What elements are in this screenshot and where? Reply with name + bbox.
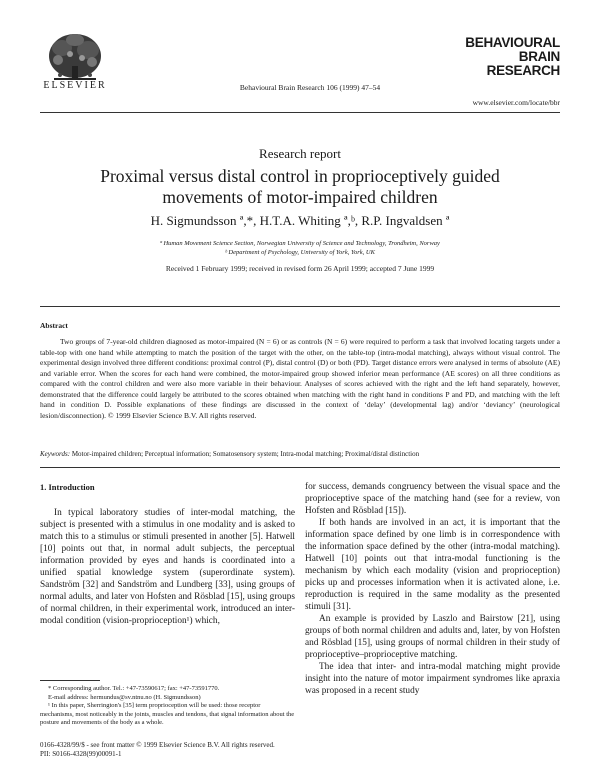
journal-brand-line: BRAIN	[518, 49, 560, 64]
body-paragraph: An example is provided by Laszlo and Bairstow [21], using groups of both normal children and adults and, later, by von Hofsten and Rösblad [15], using groups of normal children in their study of proprioceptive–proprioceptive matching.	[305, 614, 560, 660]
abstract-heading: Abstract	[40, 321, 68, 330]
journal-url-link[interactable]: www.elsevier.com/locate/bbr	[472, 98, 560, 107]
footnote: * Corresponding author. Tel.: +47-73590617; fax: +47-73591770.	[48, 685, 220, 692]
body-paragraph: If both hands are involved in an act, it is important that the information space defined by one limb is in correspondence with the information space defined by the other (intra-modal matching). Hatwell [10] points out that intra-modal functioning is the mechanism by which each modality (vision and proprioception) picks up and processes information when it is activated alone, i.e. reproduction is required in the same modality as the presented stimuli [31].	[305, 518, 560, 612]
section-heading: 1. Introduction	[40, 482, 95, 492]
keywords	[40, 450, 560, 458]
body-paragraph: In typical laboratory studies of inter-modal matching, the subject is presented with a stimulus in one modality and is asked to match this to a stimulus or stimuli presented in another [5]. Hatwell [10] points out that, in normal adult subjects, the perceptual information provided by eyes and hands is coordinated into a unified spatial knowledge system (superordinate system). Sandström [32] and Sandström and Lundberg [33], using groups of normal adults, and later von Hofsten and Rösblad [15], using groups of normal children, in their experimental work, introduced an inter-modal condition (vision-proprioception¹) which,	[40, 508, 295, 626]
publisher-name: ELSEVIER	[43, 80, 107, 91]
abstract-top-divider	[40, 306, 560, 307]
keywords-text: Motor-impaired children; Perceptual information; Somatosensory system; Intra-modal matching; Proximal/distal distinction	[71, 450, 420, 458]
footnote: E-mail address: hermundus@sv.ntnu.no (H. Sigmundsson)	[48, 693, 201, 701]
body-left-column	[40, 481, 295, 627]
affiliation: ᵇ Department of Psychology, University of York, York, UK	[225, 249, 375, 256]
pii-line: PII: S0166-4328(99)00091-1	[40, 750, 122, 758]
footnote: ¹ In this paper, Sherrington's [35] term proprioception will be used: those receptor mechanisms, most noticeably in the joints, muscles and tendons, that signal information about the posture and movements of the body as a whole.	[40, 702, 295, 727]
body-paragraph: The idea that inter- and intra-modal matching might provide insight into the nature of motor impairment syndromes like apraxia was proposed in a recent study	[305, 662, 560, 696]
body-top-divider	[40, 467, 560, 468]
author-list: H. Sigmundsson ª,*, H.T.A. Whiting ª,ᵇ, R.P. Ingvaldsen ª	[150, 213, 450, 228]
body-paragraph: for success, demands congruency between the visual space and the proprioceptive space of the matching hand (see for a review, von Hofsten and Rösblad [15]).	[305, 482, 560, 516]
received-dates: Received 1 February 1999; received in revised form 26 April 1999; accepted 7 June 1999	[165, 264, 435, 273]
affiliations	[40, 239, 560, 257]
footnote-divider	[40, 680, 100, 681]
affiliation: ª Human Movement Science Section, Norwegian University of Science and Technology, Trondheim, Norway	[160, 240, 440, 247]
article-title: Proximal versus distal control in proprioceptively guided movements of motor-impaired children	[100, 166, 500, 207]
journal-brand-line: RESEARCH	[486, 63, 560, 78]
body-right-column	[305, 481, 560, 697]
journal-brand	[410, 36, 560, 78]
report-type: Research report	[259, 146, 341, 161]
header-divider	[40, 112, 560, 113]
front-matter-line: 0166-4328/99/$ - see front matter © 1999 Elsevier Science B.V. All rights reserved.	[40, 741, 275, 749]
journal-brand-line: BEHAVIOURAL	[465, 35, 560, 50]
abstract-text: Two groups of 7-year-old children diagnosed as motor-impaired (N = 6) or as controls (N = 6) were required to perform a task that involved locating targets under a table-top with one hand while attempting to match the position of the target with the other, on the table-top (intra-modal matching), always without visual control. The experimental design involved three different conditions: proximal control (P), distal control (D) or both (PD). Target distance errors were analysed in terms of absolute (AE) and variable error. When the scores for each hand were combined, the motor-impaired group showed inferior mean performance (AE scores) on all three conditions as compared with the control children and were also more variable in their behaviour. Analyses of scores achieved with the right and the left hand separately, however, demonstrated that the difference could largely be attributed to the scores obtained when matching with the right hand in conditions P and PD, and matching with the left hand in condition D. Possible explanations of these findings are discussed in the context of ‘delay’ (developmental lag) and/or ‘deviancy’ (neurological lesion/disconnection). © 1999 Elsevier Science B.V. All rights reserved.	[40, 337, 560, 420]
footnotes	[40, 685, 295, 728]
copyright-info	[40, 741, 275, 759]
journal-citation: Behavioural Brain Research 106 (1999) 47–54	[239, 83, 381, 92]
keywords-label: Keywords:	[40, 450, 71, 458]
